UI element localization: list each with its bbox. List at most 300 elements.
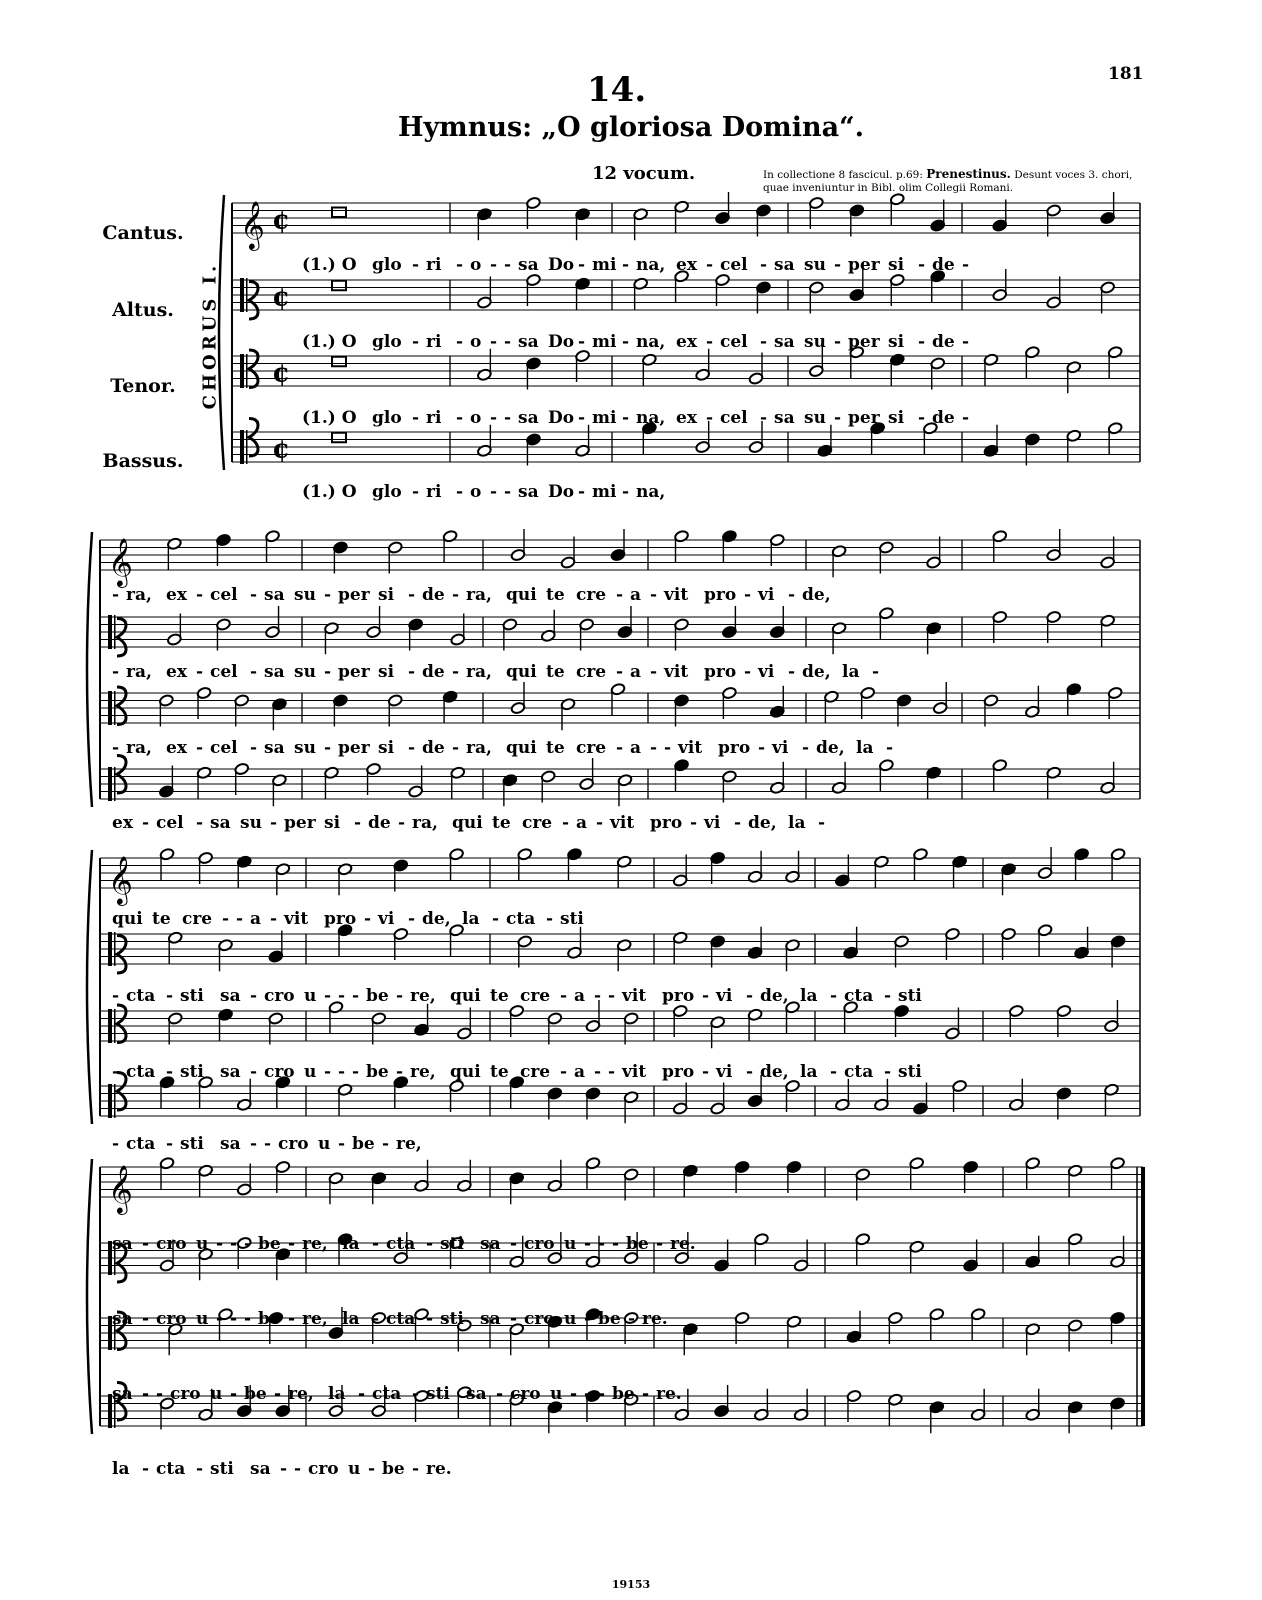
lyric-syllable: sa xyxy=(774,332,795,352)
note xyxy=(1025,1157,1040,1190)
lyric-syllable: - xyxy=(616,585,624,605)
lyric-syllable: - xyxy=(834,408,842,428)
lyric-syllable: - xyxy=(504,482,512,502)
note xyxy=(1046,529,1061,562)
lyric-syllable: - xyxy=(408,909,416,929)
note xyxy=(1110,1157,1125,1190)
note xyxy=(617,939,632,972)
note xyxy=(992,200,1007,233)
note xyxy=(442,690,457,723)
lyric-syllable: cro xyxy=(510,1384,541,1404)
note xyxy=(785,1079,800,1112)
lyric-syllable: cre xyxy=(182,909,213,929)
page-number: 181 xyxy=(1108,64,1144,84)
note xyxy=(913,1083,928,1116)
lyric-syllable: vi xyxy=(772,738,789,758)
lyric-syllable: de, xyxy=(422,909,451,929)
note xyxy=(218,939,233,972)
note xyxy=(695,349,710,382)
lyric-syllable: na, xyxy=(636,332,666,352)
note xyxy=(1100,614,1115,647)
lyric-syllable: Do xyxy=(548,332,575,352)
lyric-syllable: - xyxy=(504,332,512,352)
lyric-syllable: cta xyxy=(386,1234,416,1254)
lyric-syllable: - xyxy=(452,662,460,682)
note xyxy=(890,353,905,386)
note xyxy=(1100,281,1115,314)
lyric-syllable: - xyxy=(250,1062,258,1082)
note xyxy=(159,766,174,799)
lyric-syllable: de, xyxy=(760,986,789,1006)
note xyxy=(970,1308,985,1341)
note xyxy=(237,1164,252,1197)
lyric-syllable: qui xyxy=(452,813,483,833)
lyric-syllable: - xyxy=(758,738,766,758)
note xyxy=(366,762,381,795)
note xyxy=(414,1160,429,1193)
lyric-syllable: - xyxy=(702,986,710,1006)
treble-clef: 𝄞 xyxy=(108,1164,133,1213)
lyric-syllable: te xyxy=(492,813,511,833)
lyric-syllable: u xyxy=(304,1062,317,1082)
staff xyxy=(232,192,1140,251)
note xyxy=(1104,1000,1119,1033)
lyric-syllable: sa xyxy=(774,408,795,428)
lyric-syllable: re, xyxy=(302,1309,328,1329)
note xyxy=(933,682,948,715)
note xyxy=(324,766,339,799)
lyric-syllable: cre xyxy=(522,813,553,833)
note xyxy=(894,1004,909,1037)
note xyxy=(930,200,945,233)
lyric-syllable: - xyxy=(584,1234,592,1254)
note xyxy=(237,1079,252,1112)
note xyxy=(674,759,689,792)
lyric-syllable: - xyxy=(398,813,406,833)
lyric-syllable: - xyxy=(408,585,416,605)
note xyxy=(1104,1083,1119,1116)
lyric-syllable: ex xyxy=(112,813,133,833)
lyric-syllable: - xyxy=(352,986,360,1006)
note xyxy=(167,537,182,570)
lyric-syllable: - xyxy=(412,1459,420,1479)
lyric-syllable: cta xyxy=(506,909,536,929)
lyric-syllable: vit xyxy=(610,813,635,833)
lyric-syllable: u xyxy=(550,1384,563,1404)
lyric-syllable: u xyxy=(210,1384,223,1404)
lyric-syllable: Do xyxy=(548,482,575,502)
lyric-syllable: vit xyxy=(664,585,689,605)
note xyxy=(879,541,894,574)
note xyxy=(890,273,905,306)
note xyxy=(673,1083,688,1116)
note xyxy=(477,277,492,310)
lyric-syllable: per xyxy=(848,255,880,275)
lyric-syllable: per xyxy=(284,813,316,833)
lyric-syllable: vit xyxy=(284,909,309,929)
lyric-syllable: - xyxy=(612,1234,620,1254)
lyric-syllable: - xyxy=(196,738,204,758)
note xyxy=(633,208,648,241)
lyric-syllable: - xyxy=(372,1309,380,1329)
lyric-syllable: u xyxy=(564,1234,577,1254)
lyric-syllable: - xyxy=(510,1309,518,1329)
lyric-syllable: - xyxy=(250,738,258,758)
lyric-syllable: - xyxy=(112,662,120,682)
lyric-syllable: sa xyxy=(220,986,241,1006)
staff xyxy=(100,756,1140,807)
lyric-syllable: - xyxy=(280,1459,288,1479)
lyric-syllable: be xyxy=(244,1384,267,1404)
note xyxy=(710,935,725,968)
note xyxy=(567,848,582,881)
lyric-syllable: qui xyxy=(450,986,481,1006)
lyric-syllable: vit xyxy=(622,1062,647,1082)
breve-note xyxy=(332,357,346,367)
note xyxy=(617,606,632,639)
note xyxy=(831,622,846,655)
note xyxy=(275,863,290,896)
lyric-syllable: - xyxy=(744,662,752,682)
lyric-syllable: de, xyxy=(802,662,831,682)
note xyxy=(770,686,785,719)
lyric-syllable: - xyxy=(760,332,768,352)
lyric-syllable: glo xyxy=(372,332,402,352)
lyric-syllable: - xyxy=(288,1234,296,1254)
note xyxy=(457,1160,472,1193)
lyric-syllable: sti xyxy=(440,1309,464,1329)
lyric-syllable: - xyxy=(490,332,498,352)
lyric-syllable: - xyxy=(142,1234,150,1254)
lyric-syllable: - xyxy=(706,255,714,275)
lyric-syllable: sa xyxy=(112,1234,133,1254)
lyric-syllable: o xyxy=(470,332,482,352)
chorus-label: CHORUS I. xyxy=(199,261,221,410)
lyric-syllable: mi xyxy=(592,482,617,502)
lyric-syllable: pro xyxy=(324,909,357,929)
lyric-syllable: - xyxy=(788,585,796,605)
c-clef xyxy=(240,278,258,319)
lyric-syllable: te xyxy=(490,986,509,1006)
lyric-syllable: qui xyxy=(506,585,537,605)
note xyxy=(754,1389,769,1422)
note xyxy=(610,529,625,562)
lyric-syllable: su xyxy=(240,813,262,833)
note xyxy=(896,694,911,727)
lyric-syllable: - xyxy=(918,255,926,275)
lyric-syllable: - xyxy=(352,1062,360,1082)
note xyxy=(846,1389,861,1422)
lyric-syllable: (1.) O xyxy=(302,255,357,275)
lyric-syllable: sa xyxy=(112,1309,133,1329)
lyric-syllable: o xyxy=(470,408,482,428)
lyric-syllable: - xyxy=(456,408,464,428)
lyric-syllable: vi xyxy=(704,813,721,833)
note xyxy=(674,200,689,233)
lyric-syllable: - xyxy=(368,1459,376,1479)
lyric-syllable: pro xyxy=(662,986,695,1006)
note xyxy=(371,1172,386,1205)
note xyxy=(408,618,423,651)
lyric-syllable: cro xyxy=(524,1234,555,1254)
lyric-syllable: - xyxy=(690,813,698,833)
lyric-syllable: - xyxy=(456,332,464,352)
lyric-syllable: cro xyxy=(170,1384,201,1404)
lyric-syllable: - xyxy=(702,1062,710,1082)
note xyxy=(1074,927,1089,960)
lyric-syllable: qui xyxy=(506,662,537,682)
note xyxy=(722,770,737,803)
lyric-syllable: vit xyxy=(622,986,647,1006)
note xyxy=(824,690,839,723)
lyric-syllable: - xyxy=(496,1384,504,1404)
lyric-syllable: sa xyxy=(480,1309,501,1329)
note xyxy=(388,541,403,574)
lyric-syllable: vit xyxy=(664,662,689,682)
lyric-syllable: su xyxy=(294,662,316,682)
note xyxy=(1025,346,1040,379)
note xyxy=(835,855,850,888)
lyric-syllable: - xyxy=(830,986,838,1006)
note xyxy=(983,694,998,727)
lyric-syllable: - xyxy=(456,255,464,275)
note xyxy=(992,269,1007,302)
note xyxy=(575,208,590,241)
lyric-syllable: re. xyxy=(656,1384,682,1404)
lyric-syllable: ri xyxy=(426,255,442,275)
lyric-syllable: re, xyxy=(288,1384,314,1404)
note xyxy=(754,1233,769,1266)
note xyxy=(888,1311,903,1344)
note xyxy=(983,425,998,458)
lyric-syllable: - xyxy=(578,255,586,275)
note xyxy=(333,694,348,727)
lyric-syllable: - xyxy=(216,1309,224,1329)
lyric-syllable: cro xyxy=(308,1459,339,1479)
lyric-syllable: - xyxy=(196,585,204,605)
lyric-syllable: - xyxy=(142,1384,150,1404)
lyric-syllable: de xyxy=(932,255,955,275)
lyric-syllable: a xyxy=(630,662,642,682)
note xyxy=(926,766,941,799)
lyric-syllable: - xyxy=(594,986,602,1006)
lyric-syllable: cro xyxy=(264,1062,295,1082)
lyric-syllable: si xyxy=(378,585,395,605)
note xyxy=(328,1172,343,1205)
lyric-syllable: be xyxy=(626,1234,649,1254)
lyric-syllable: - xyxy=(570,1384,578,1404)
note xyxy=(722,606,737,639)
plate-number: 19153 xyxy=(611,1578,651,1591)
note xyxy=(1067,1233,1082,1266)
lyric-syllable: - xyxy=(324,738,332,758)
lyric-syllable: ra, xyxy=(466,662,492,682)
lyric-syllable: - xyxy=(264,1134,272,1154)
note xyxy=(196,766,211,799)
lyric-syllable: cro xyxy=(278,1134,309,1154)
system-bracket xyxy=(87,532,92,807)
lyric-syllable: - xyxy=(408,662,416,682)
lyric-syllable: - xyxy=(354,813,362,833)
note xyxy=(477,425,492,458)
note xyxy=(617,774,632,807)
lyric-syllable: pro xyxy=(704,585,737,605)
lyric-syllable: re. xyxy=(670,1234,696,1254)
note xyxy=(874,1079,889,1112)
note xyxy=(1025,686,1040,719)
note xyxy=(198,1164,213,1197)
staff xyxy=(100,606,1140,656)
note xyxy=(1100,537,1115,570)
note xyxy=(526,273,541,306)
lyric-syllable: sa xyxy=(112,1384,133,1404)
lyric-syllable: - xyxy=(504,408,512,428)
voice-label-altus: Altus. xyxy=(112,299,174,321)
note xyxy=(1025,1236,1040,1269)
lyric-syllable: be xyxy=(382,1459,405,1479)
note xyxy=(673,931,688,964)
lyric-syllable: la xyxy=(842,662,860,682)
system-2 xyxy=(87,529,1140,833)
lyric-syllable: - xyxy=(250,986,258,1006)
note xyxy=(510,682,525,715)
note xyxy=(541,610,556,643)
lyric-syllable: - xyxy=(734,813,742,833)
lyric-syllable: - xyxy=(884,986,892,1006)
note xyxy=(585,1157,600,1190)
note xyxy=(786,1315,801,1348)
lyric-syllable: cta xyxy=(156,1459,186,1479)
note xyxy=(1046,204,1061,237)
lyric-syllable: la xyxy=(342,1309,360,1329)
note xyxy=(1025,1323,1040,1356)
note xyxy=(1001,927,1016,960)
note xyxy=(683,1323,698,1356)
note xyxy=(992,610,1007,643)
lyric-syllable: - xyxy=(396,1062,404,1082)
lyric-syllable: a xyxy=(576,813,588,833)
lyric-syllable: cel xyxy=(720,408,748,428)
lyric-syllable: ex xyxy=(166,738,187,758)
lyric-syllable: - xyxy=(622,482,630,502)
lyric-syllable: - xyxy=(412,482,420,502)
note xyxy=(265,606,280,639)
lyric-syllable: - xyxy=(408,738,416,758)
lyric-syllable: - xyxy=(578,332,586,352)
lyric-syllable: sti xyxy=(210,1459,234,1479)
staff xyxy=(232,269,1140,319)
note xyxy=(909,1157,924,1190)
lyric-syllable: - xyxy=(596,813,604,833)
note xyxy=(1037,924,1052,957)
lyric-syllable: si xyxy=(888,332,905,352)
lyric-syllable: be xyxy=(258,1309,281,1329)
note xyxy=(526,196,541,229)
note xyxy=(747,927,762,960)
lyric-syllable: ex xyxy=(166,585,187,605)
note xyxy=(952,855,967,888)
lyric-syllable: a xyxy=(630,585,642,605)
note xyxy=(715,192,730,225)
lyric-syllable: ex xyxy=(676,408,697,428)
note xyxy=(633,277,648,310)
lyric-syllable: - xyxy=(358,1384,366,1404)
lyric-syllable: la xyxy=(788,813,806,833)
lyric-syllable: - xyxy=(338,1062,346,1082)
note xyxy=(879,607,894,640)
lyric-syllable: per xyxy=(338,585,370,605)
note xyxy=(1107,422,1122,455)
note xyxy=(575,349,590,382)
note xyxy=(747,851,762,884)
lyric-syllable: - xyxy=(216,1234,224,1254)
note xyxy=(945,927,960,960)
lyric-syllable: re, xyxy=(410,986,436,1006)
staff xyxy=(100,1232,1143,1282)
note xyxy=(547,1012,562,1045)
note xyxy=(234,694,249,727)
note xyxy=(477,208,492,241)
lyric-syllable: sa xyxy=(518,408,539,428)
note xyxy=(159,848,174,881)
note xyxy=(517,848,532,881)
lyric-syllable: ra, xyxy=(466,738,492,758)
lyric-syllable: - xyxy=(294,1459,302,1479)
lyric-syllable: - xyxy=(886,738,894,758)
c-clef xyxy=(108,932,126,973)
staff xyxy=(100,682,1140,730)
lyric-syllable: - xyxy=(642,1384,650,1404)
voice-label-cantus: Cantus. xyxy=(102,222,184,244)
lyric-syllable: u xyxy=(196,1309,209,1329)
lyric-syllable: - xyxy=(560,1062,568,1082)
note xyxy=(371,1012,386,1045)
lyric-syllable: - xyxy=(546,909,554,929)
treble-clef: 𝄞 xyxy=(108,537,133,586)
lyric-syllable: (1.) O xyxy=(302,332,357,352)
note xyxy=(388,694,403,727)
lyric-syllable: pro xyxy=(650,813,683,833)
note xyxy=(674,618,689,651)
lyric-syllable: - xyxy=(802,738,810,758)
piece-title: Hymnus: „O gloriosa Domina“. xyxy=(397,112,865,143)
lyric-syllable: cro xyxy=(156,1309,187,1329)
lyric-syllable: su xyxy=(804,255,826,275)
staff xyxy=(100,1000,1140,1048)
lyric-syllable: - xyxy=(142,813,150,833)
lyric-syllable: - xyxy=(562,813,570,833)
note xyxy=(509,1004,524,1037)
c-clef xyxy=(108,615,126,656)
lyric-syllable: u xyxy=(318,1134,331,1154)
note xyxy=(926,622,941,655)
note xyxy=(408,766,423,799)
lyric-syllable: glo xyxy=(372,482,402,502)
note xyxy=(855,1168,870,1201)
lyric-syllable: sti xyxy=(560,909,584,929)
lyric-syllable: - xyxy=(650,738,658,758)
lyric-syllable: - xyxy=(706,332,714,352)
note xyxy=(502,774,517,807)
note xyxy=(849,204,864,237)
note xyxy=(159,1157,174,1190)
lyric-syllable: sti xyxy=(180,986,204,1006)
note xyxy=(710,1083,725,1116)
lyric-syllable: re, xyxy=(302,1234,328,1254)
voice-label-tenor: Tenor. xyxy=(110,375,176,397)
lyric-syllable: la xyxy=(800,986,818,1006)
note xyxy=(1056,1087,1071,1120)
